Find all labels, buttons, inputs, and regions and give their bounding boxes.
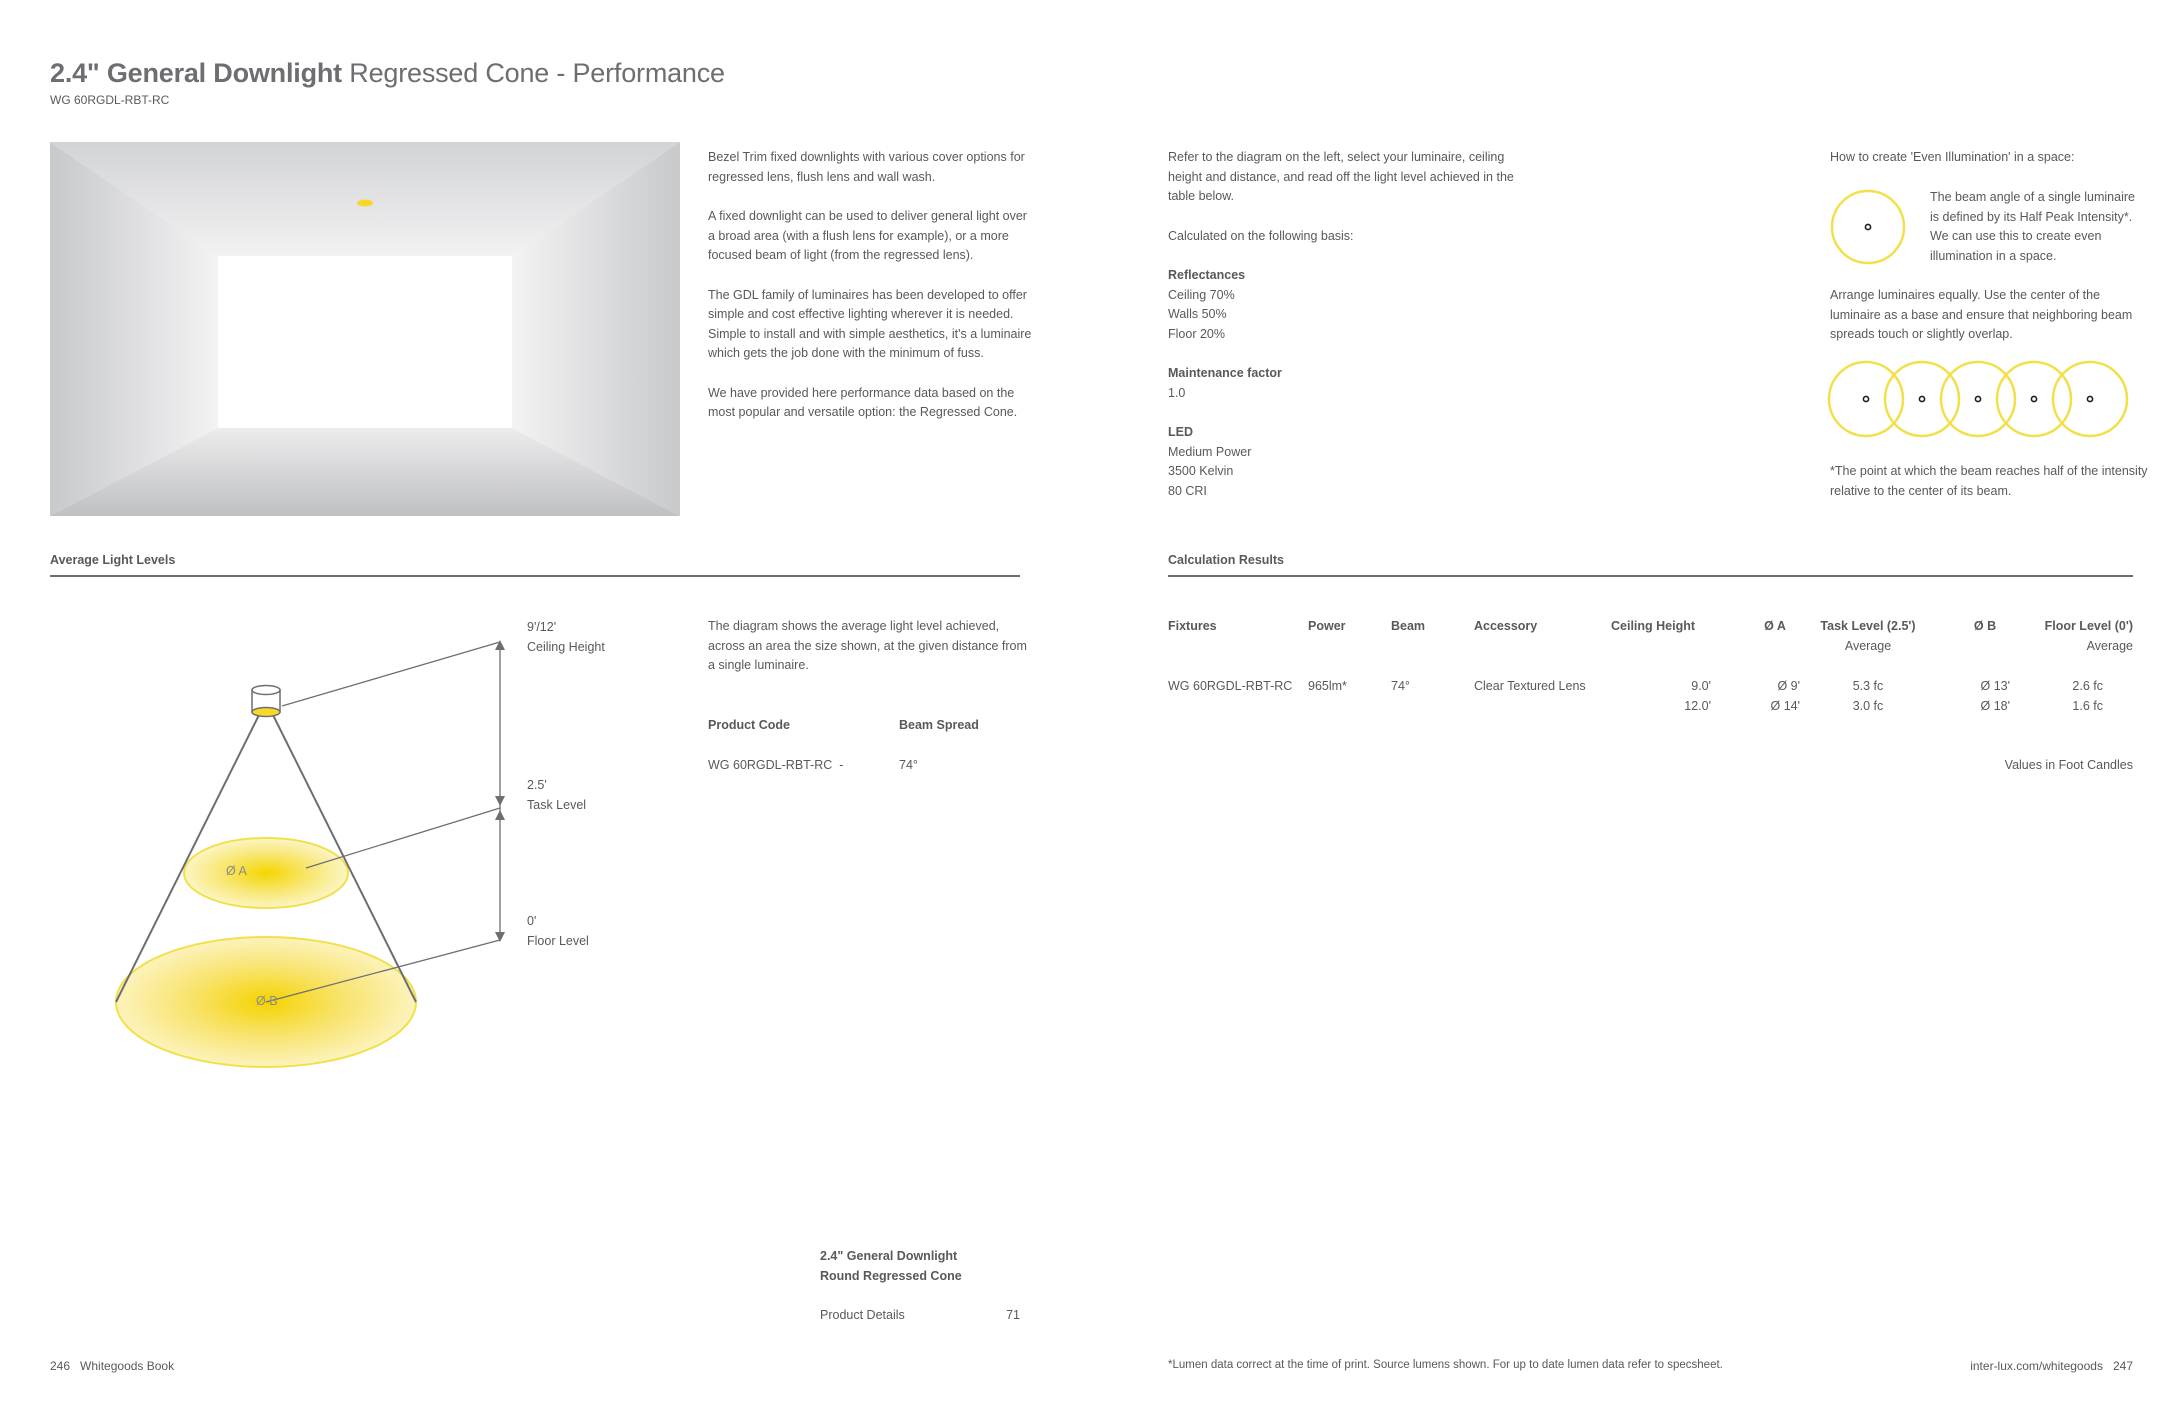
maintenance-block xyxy=(1168,364,1528,403)
cell-accessory: Clear Textured Lens xyxy=(1474,679,1586,693)
footer-page-number: 247 xyxy=(2112,1359,2133,1373)
overlapping-beams-icon xyxy=(1826,358,2140,440)
product-code: WG 60RGDL-RBT-RC xyxy=(50,93,170,107)
single-beam-icon xyxy=(1828,187,1908,267)
light-cone-diagram xyxy=(50,610,690,1080)
col-ceiling-height: Ceiling Height xyxy=(1611,619,1696,633)
section-average-light-levels: Average Light Levels xyxy=(50,553,176,567)
reflectance-value: Floor 20% xyxy=(1168,326,1225,341)
col-fixtures: Fixtures xyxy=(1168,619,1217,633)
cross-ref-title-line: 2.4" General Downlight xyxy=(820,1249,958,1263)
footer-right xyxy=(1970,1359,2133,1373)
section-calculation-results: Calculation Results xyxy=(1168,553,1284,567)
col-beam: Beam xyxy=(1391,619,1426,633)
cross-ref-page[interactable]: 71 xyxy=(1006,1308,1020,1322)
luminaire-icon xyxy=(252,686,280,717)
reflectances-block xyxy=(1168,266,1528,344)
beam-angle-text: The beam angle of a single luminaire is defined by its Half Peak Intensity*. We can use this to create even illumination in a space. xyxy=(1930,190,2135,263)
ceiling-height-label: Ceiling Height xyxy=(527,639,605,654)
cell-diameter-b: Ø 13' xyxy=(1980,679,2010,693)
footer-book-name: Whitegoods Book xyxy=(80,1359,175,1373)
col-task-level-sub: Average xyxy=(1844,639,1892,653)
calculated-text: Calculated on the following basis: xyxy=(1168,228,1354,243)
cell-floor-level: 1.6 fc xyxy=(2072,699,2103,713)
diameter-b-label: Ø B xyxy=(256,994,278,1008)
room-illustration xyxy=(50,142,680,516)
led-label: LED xyxy=(1168,425,1193,439)
product-code-cell: WG 60RGDL-RBT-RC - xyxy=(708,758,844,772)
floor-level-value: 0' xyxy=(527,914,537,928)
ceiling-height-callout xyxy=(527,618,605,657)
col-diameter-a: Ø A xyxy=(1764,619,1786,633)
section-rule-right xyxy=(1168,575,2133,577)
title-bold: 2.4" General Downlight xyxy=(50,58,342,88)
beam-spread-header: Beam Spread xyxy=(899,718,979,732)
cell-diameter-b: Ø 18' xyxy=(1980,699,2010,713)
footer-site-link[interactable]: inter-lux.com/whitegoods xyxy=(1970,1359,2103,1373)
section-rule-left xyxy=(50,575,1020,577)
col-diameter-b: Ø B xyxy=(1973,619,1997,633)
cross-ref-title xyxy=(820,1247,962,1286)
task-level-callout xyxy=(527,776,586,815)
col-floor-level: Floor Level (0') xyxy=(2044,619,2133,633)
page-title xyxy=(50,58,725,89)
calculation-basis xyxy=(1168,148,1528,521)
cell-task-level: 5.3 fc xyxy=(1852,679,1884,693)
maintenance-label: Maintenance factor xyxy=(1168,366,1282,380)
cell-task-level: 3.0 fc xyxy=(1852,699,1884,713)
cross-ref-link[interactable]: Product Details xyxy=(820,1308,905,1322)
half-peak-footnote: *The point at which the beam reaches half of the intensity relative to the center of its beam. xyxy=(1830,464,2148,498)
product-code-header: Product Code xyxy=(708,718,790,732)
reflectances-label: Reflectances xyxy=(1168,268,1246,282)
ceiling-luminaire-glow xyxy=(357,200,373,207)
even-illumination-heading: How to create 'Even Illumination' in a space: xyxy=(1830,150,2075,164)
task-level-value: 2.5' xyxy=(527,778,547,792)
footer-lumen-note: *Lumen data correct at the time of print. Source lumens shown. For up to date lumen data refer to specsheet. xyxy=(1168,1359,1723,1371)
task-light-pool xyxy=(184,838,348,908)
cell-ceiling-height: 9.0' xyxy=(1691,679,1711,693)
led-block xyxy=(1168,423,1528,501)
diagram-description: The diagram shows the average light level achieved, across an area the size shown, at the given distance from a single luminaire. xyxy=(708,619,1027,672)
led-value: 80 CRI xyxy=(1168,483,1207,498)
maintenance-value: 1.0 xyxy=(1168,385,1186,400)
intro-paragraph: The GDL family of luminaires has been developed to offer simple and cost effective lighting wherever it is needed. Simple to install and with simple aesthetics, it's a luminaire which gets the job done with the minimum of fuss. xyxy=(708,287,1032,360)
led-value: Medium Power xyxy=(1168,444,1252,459)
title-light: Regressed Cone - Performance xyxy=(349,58,725,88)
intro-paragraph: Bezel Trim fixed downlights with various cover options for regressed lens, flush lens and wall wash. xyxy=(708,150,1025,184)
floor-level-callout xyxy=(527,912,589,951)
cross-ref-title-line: Round Regressed Cone xyxy=(820,1268,962,1283)
ceiling-height-value: 9'/12' xyxy=(527,620,557,634)
intro-paragraph: We have provided here performance data based on the most popular and versatile option: the Regressed Cone. xyxy=(708,385,1018,419)
col-floor-level-sub: Average xyxy=(2086,639,2133,653)
footer-left xyxy=(50,1359,174,1373)
floor-level-label: Floor Level xyxy=(527,933,589,948)
cell-fixture: WG 60RGDL-RBT-RC xyxy=(1168,679,1293,693)
reflectance-value: Walls 50% xyxy=(1168,307,1227,321)
task-level-label: Task Level xyxy=(527,797,587,812)
cell-power: 965lm* xyxy=(1308,679,1347,693)
col-accessory: Accessory xyxy=(1474,619,1538,633)
room-back-wall xyxy=(218,256,512,428)
col-power: Power xyxy=(1308,619,1346,633)
intro-paragraph: A fixed downlight can be used to deliver general light over a broad area (with a flush lens for example), or a more focused beam of light (from the regressed lens). xyxy=(708,209,1027,262)
led-value: 3500 Kelvin xyxy=(1168,464,1234,478)
cell-floor-level: 2.6 fc xyxy=(2072,679,2103,693)
beam-spread-cell: 74° xyxy=(899,758,918,772)
refer-text: Refer to the diagram on the left, select your luminaire, ceiling height and distance, and read off the light level achieved in the table below. xyxy=(1168,150,1514,203)
cell-diameter-a: Ø 9' xyxy=(1777,679,1800,693)
diameter-a-label: Ø A xyxy=(226,864,247,878)
cell-diameter-a: Ø 14' xyxy=(1770,699,1800,713)
reflectance-value: Ceiling 70% xyxy=(1168,287,1235,302)
arrange-text: Arrange luminaires equally. Use the center of the luminaire as a base and ensure that neighboring beam spreads touch or slightly overlap. xyxy=(1830,288,2133,341)
col-task-level: Task Level (2.5') xyxy=(1820,619,1916,633)
intro-text xyxy=(708,148,1033,443)
footer-page-number: 246 xyxy=(50,1359,71,1373)
cell-ceiling-height: 12.0' xyxy=(1684,699,1711,713)
units-note: Values in Foot Candles xyxy=(2004,758,2133,772)
cell-beam: 74° xyxy=(1391,679,1410,693)
